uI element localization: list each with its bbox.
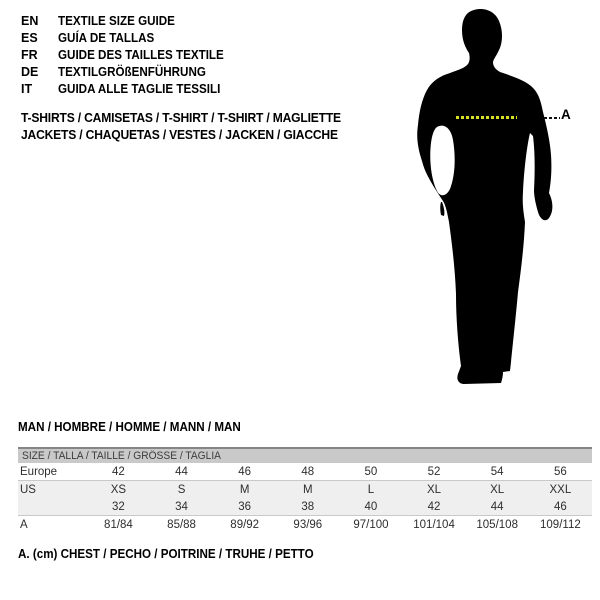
category-line-tshirts: [21, 109, 365, 126]
size-table: [18, 447, 592, 533]
language-code: EN: [21, 14, 39, 28]
category-text: JACKETS / CHAQUETAS / VESTES / JACKEN / GIACCHE: [21, 127, 338, 142]
size-cell: XS: [87, 481, 150, 499]
size-cell: 46: [213, 463, 276, 481]
table-row-us: [18, 481, 592, 499]
language-title: TEXTILGRÖßENFÜHRUNG: [58, 65, 206, 79]
size-cell: 93/96: [276, 516, 339, 534]
size-cell: 89/92: [213, 516, 276, 534]
size-cell: 97/100: [339, 516, 402, 534]
size-cell: 56: [529, 463, 592, 481]
language-title: GUIDE DES TAILLES TEXTILE: [58, 48, 224, 62]
language-code: DE: [21, 65, 39, 79]
footnote-text: A. (cm) CHEST / PECHO / POITRINE / TRUHE / PETTO: [18, 547, 314, 561]
size-cell: XXL: [529, 481, 592, 499]
size-cell: 32: [87, 498, 150, 516]
size-cell: 101/104: [403, 516, 466, 534]
size-table-grid: [18, 463, 592, 533]
size-cell: 54: [466, 463, 529, 481]
size-cell: 50: [339, 463, 402, 481]
language-code: IT: [21, 82, 33, 96]
table-row-us-numeric: [18, 498, 592, 516]
category-list: [21, 109, 365, 143]
table-row-chest-cm: [18, 516, 592, 534]
section-heading-text: MAN / HOMBRE / HOMME / MANN / MAN: [18, 420, 241, 434]
size-cell: 36: [213, 498, 276, 516]
language-code: ES: [21, 31, 38, 45]
section-heading: [18, 420, 258, 434]
size-cell: 42: [403, 498, 466, 516]
size-cell: 105/108: [466, 516, 529, 534]
row-label: [18, 498, 87, 516]
row-label: US: [18, 481, 87, 499]
category-text: T-SHIRTS / CAMISETAS / T-SHIRT / T-SHIRT / MAGLIETTE: [21, 110, 341, 125]
size-cell: 85/88: [150, 516, 213, 534]
size-cell: 34: [150, 498, 213, 516]
size-cell: M: [276, 481, 339, 499]
size-cell: 40: [339, 498, 402, 516]
size-cell: XL: [466, 481, 529, 499]
language-row: [21, 47, 236, 64]
man-silhouette-icon: [400, 4, 575, 396]
measure-leader-dashes-icon: [544, 117, 560, 119]
row-label: A: [18, 516, 87, 534]
language-list: [21, 13, 236, 98]
language-row: [21, 81, 236, 98]
size-cell: S: [150, 481, 213, 499]
language-row: [21, 30, 236, 47]
size-cell: 44: [466, 498, 529, 516]
language-code: FR: [21, 48, 38, 62]
chest-measure-dash-line-icon: [456, 116, 517, 119]
language-title: GUIDA ALLE TAGLIE TESSILI: [58, 82, 221, 96]
language-title: GUÍA DE TALLAS: [58, 31, 155, 45]
language-title: TEXTILE SIZE GUIDE: [58, 14, 175, 28]
size-cell: 81/84: [87, 516, 150, 534]
size-table-header: [18, 447, 592, 463]
category-line-jackets: [21, 126, 365, 143]
language-row: [21, 64, 236, 81]
size-cell: 38: [276, 498, 339, 516]
size-cell: 109/112: [529, 516, 592, 534]
row-label: Europe: [18, 463, 87, 481]
size-cell: 46: [529, 498, 592, 516]
size-cell: 48: [276, 463, 339, 481]
size-cell: 52: [403, 463, 466, 481]
size-cell: 42: [87, 463, 150, 481]
size-cell: XL: [403, 481, 466, 499]
size-cell: M: [213, 481, 276, 499]
footnote: [18, 547, 336, 561]
size-table-header-text: SIZE / TALLA / TAILLE / GRÖSSE / TAGLIA: [22, 450, 222, 462]
size-cell: L: [339, 481, 402, 499]
language-row: [21, 13, 236, 30]
size-cell: 44: [150, 463, 213, 481]
table-row-europe: [18, 463, 592, 481]
measure-label: A: [561, 107, 571, 122]
